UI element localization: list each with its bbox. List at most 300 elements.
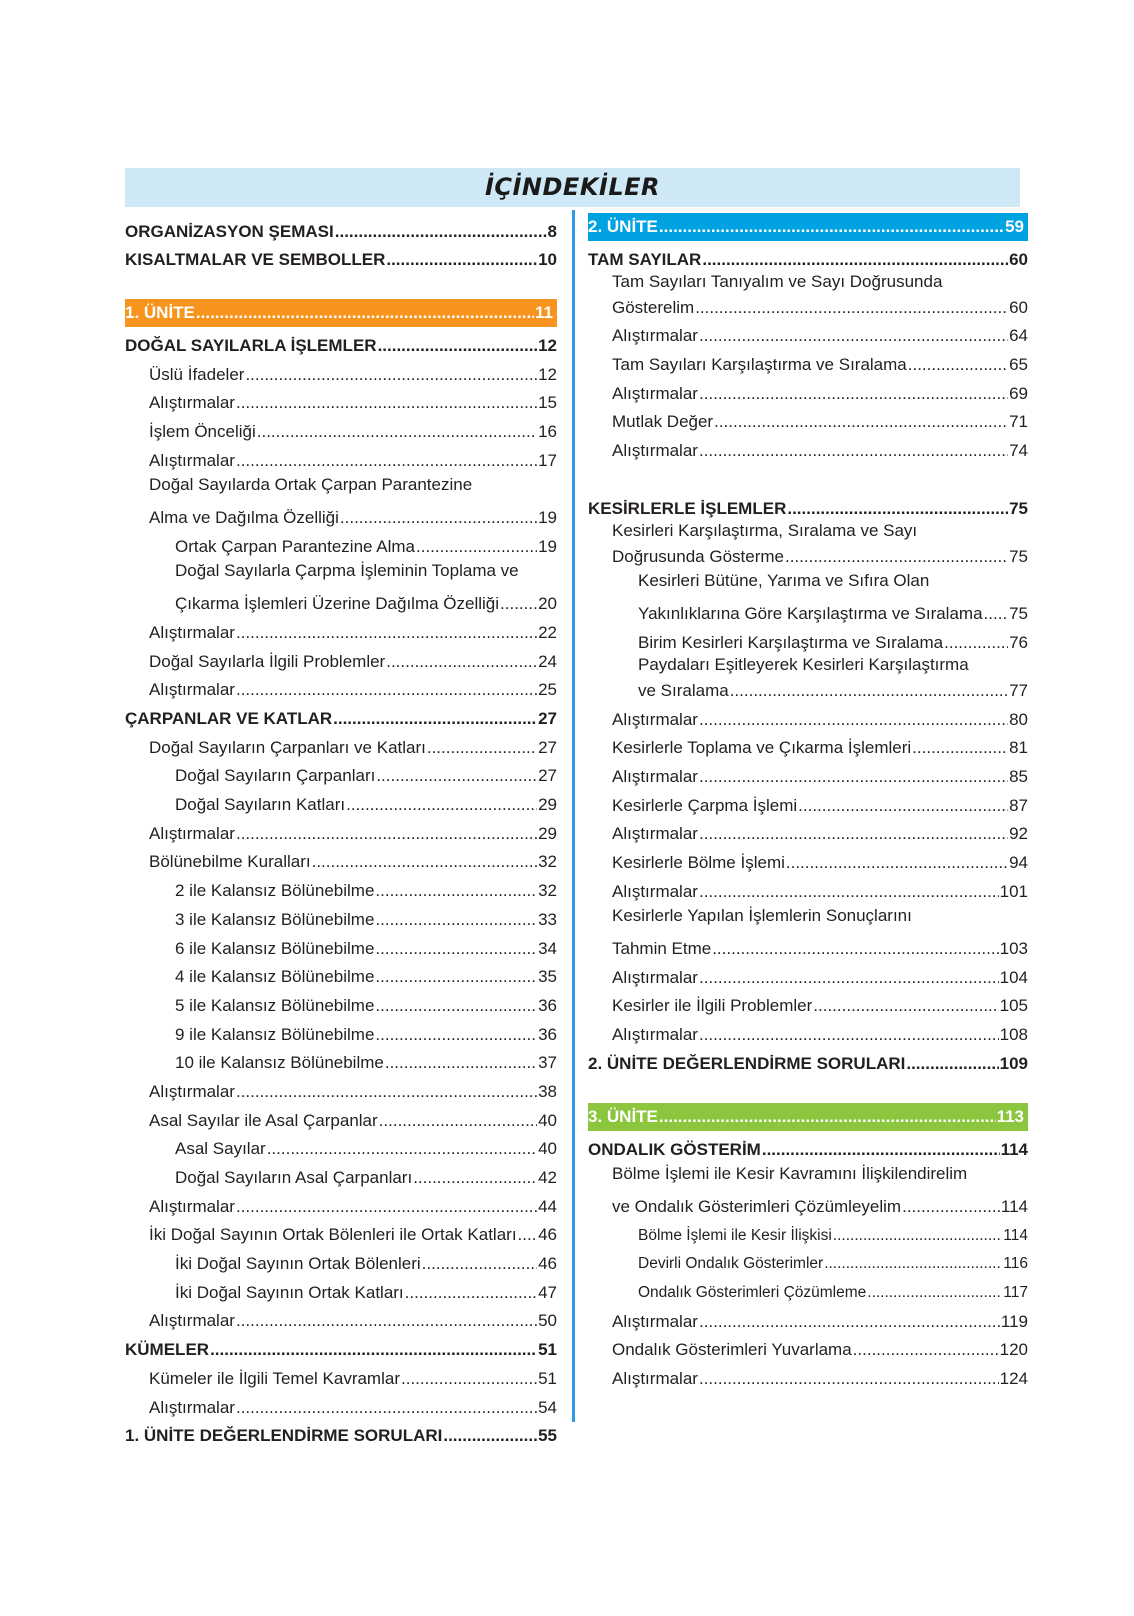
entry-title: 4 ile Kalansız Bölünebilme [175,967,375,987]
dot-leader [267,1139,537,1159]
dot-leader [335,222,547,242]
entry-title: Alıştırmalar [612,967,698,987]
page-number: 76 [1009,632,1028,652]
entry-title: Tahmin Etme [612,939,712,959]
toc-entry[interactable] [125,729,557,758]
toc-section-heading[interactable] [125,700,557,729]
toc-entry[interactable] [125,528,557,557]
dot-leader [906,1054,998,1074]
page-number: 114 [1000,1196,1028,1216]
entry-title: Alıştırmalar [612,1311,698,1331]
dot-leader [699,882,999,902]
entry-title: Yakınlıklarına Göre Karşılaştırma ve Sıralama [638,604,983,624]
entry-title: Doğal Sayıların Asal Çarpanları [175,1168,413,1187]
page-number: 55 [538,1426,557,1446]
dot-leader [375,910,537,930]
dot-leader [386,652,537,672]
dot-leader [853,1340,999,1360]
toc-entry[interactable] [588,873,1028,902]
page-number: 81 [1009,738,1028,758]
page-number: 47 [538,1282,557,1302]
entry-title: Alıştırmalar [612,766,698,786]
toc-entry[interactable] [588,701,1028,730]
toc-entry[interactable] [125,1389,557,1418]
entry-title: Asal Sayılar ile Asal Çarpanlar [149,1110,378,1130]
toc-entry[interactable] [588,1246,1028,1275]
page-number: 29 [538,795,557,815]
page-number: 50 [538,1311,557,1331]
entry-title: İki Doğal Sayının Ortak Bölenleri ile Ortak Katları [149,1225,517,1245]
dot-leader [236,623,537,643]
entry-title: ve Sıralama [638,680,729,700]
toc-section-heading[interactable] [125,327,557,356]
page-number: 15 [538,393,557,413]
entry-title: KESİRLERLE İŞLEMLER [588,498,787,518]
dot-leader [730,681,1008,701]
page-number: 103 [999,939,1028,959]
page-number: 101 [999,881,1028,901]
toc-entry[interactable] [125,1188,557,1217]
entry-title: Alıştırmalar [149,393,235,413]
dot-leader [236,1311,537,1331]
entry-title: Alma ve Dağılma Özelliği [149,508,339,528]
entry-title: Alıştırmalar [149,1397,235,1417]
toc-entry[interactable] [125,500,557,529]
toc-entry[interactable] [588,294,1028,318]
entry-title: 3 ile Kalansız Bölünebilme [175,909,375,929]
toc-entry[interactable] [125,413,557,442]
toc-entry[interactable] [125,385,557,414]
dot-leader [236,1398,537,1418]
entry-title: 2 ile Kalansız Bölünebilme [175,881,375,901]
page-number: 38 [538,1081,557,1101]
page-number: 71 [1009,412,1028,432]
page-number: 19 [538,536,557,556]
dot-leader [375,881,537,901]
entry-title: Doğal Sayıların Çarpanları ve Katları [149,737,426,757]
toc-entry[interactable] [125,1131,557,1160]
page-number: 120 [999,1340,1028,1360]
page-number: 108 [999,1025,1028,1045]
entry-title: Alıştırmalar [149,1196,235,1216]
entry-title: 9 ile Kalansız Bölünebilme [175,1024,375,1044]
entry-title: Birim Kesirleri Karşılaştırma ve Sıralama [638,632,944,652]
dot-leader [236,680,537,700]
unit-header-orange[interactable] [125,299,557,327]
dot-leader [659,217,1004,237]
entry-title: Mutlak Değer [612,412,714,432]
toc-entry[interactable] [125,1245,557,1274]
dot-leader [427,738,537,758]
toc-entry[interactable] [125,1159,557,1188]
toc-entry-line: Paydaları Eşitleyerek Kesirleri Karşılaştırma [638,654,969,674]
dot-leader [443,1426,537,1446]
toc-entry[interactable] [588,1217,1028,1246]
page-number: 80 [1009,709,1028,729]
entry-title: Alıştırmalar [612,326,698,346]
dot-leader [386,250,537,270]
page-number: 8 [547,221,557,241]
dot-leader [245,365,537,385]
page-number: 20 [538,594,557,614]
dot-leader [375,939,537,959]
entry-title: Doğal Sayılarla İlgili Problemler [149,651,386,671]
entry-title: Kesirlerle Bölme İşlemi [612,853,785,872]
page-number: 27 [538,709,557,728]
unit-title: 3. ÜNİTE [588,1106,658,1126]
toc-entry[interactable] [125,872,557,901]
dot-leader [699,1025,999,1045]
page-number: 25 [538,680,557,700]
toc-entry[interactable] [588,730,1028,759]
page-number: 75 [1009,546,1028,566]
entry-title: ve Ondalık Gösterimleri Çözümleyelim [612,1196,902,1216]
toc-entry[interactable] [125,1102,557,1131]
dot-leader [908,355,1008,375]
entry-title: Doğrusunda Gösterme [612,546,784,566]
dot-leader [401,1369,537,1389]
entry-title: Üslü İfadeler [149,364,245,384]
dot-leader [236,393,537,413]
toc-section-heading[interactable] [588,241,1028,270]
dot-leader [787,499,1008,519]
entry-title: KÜMELER [125,1340,210,1360]
page-number: 12 [538,364,557,384]
dot-leader [210,1340,537,1360]
unit-title: 1. ÜNİTE [125,303,195,323]
toc-entry[interactable] [588,1274,1028,1303]
dot-leader [375,996,537,1016]
page-number: 65 [1009,355,1028,375]
unit-header-blue[interactable] [588,213,1028,241]
dot-leader [346,795,537,815]
dot-leader [340,508,537,528]
toc-entry-line: Kesirleri Bütüne, Yarıma ve Sıfıra Olan [638,570,930,590]
toc-section-heading[interactable] [588,1045,1028,1074]
page-number: 16 [538,422,557,442]
toc-entry[interactable] [588,959,1028,988]
toc-entry[interactable] [125,614,557,643]
page-number: 37 [538,1053,557,1073]
toc-entry[interactable] [588,816,1028,845]
dot-leader [236,451,537,471]
page-number: 87 [1009,795,1028,815]
dot-leader [714,412,1008,432]
dot-leader [944,633,1008,653]
page-number: 59 [1005,217,1024,236]
dot-leader [500,594,537,614]
toc-entry[interactable] [125,901,557,930]
toc-entry[interactable] [588,677,1028,701]
entry-title: ORGANİZASYON ŞEMASI [125,221,334,241]
entry-title: DOĞAL SAYILARLA İŞLEMLER [125,336,377,356]
page-number: 105 [999,996,1028,1016]
page-number: 24 [538,651,557,671]
toc-entry[interactable] [588,596,1028,625]
page-number: 27 [538,766,557,786]
dot-leader [422,1254,537,1274]
dot-leader [699,1369,999,1389]
entry-title: Kümeler ile İlgili Temel Kavramlar [149,1368,400,1388]
entry-title: İki Doğal Sayının Ortak Katları [175,1282,404,1302]
dot-leader [699,326,1008,346]
dot-leader [712,939,998,959]
toc-entry[interactable] [125,1303,557,1332]
dot-leader [699,441,1008,461]
column-divider [572,210,575,1422]
dot-leader [379,1111,537,1131]
entry-title: Kesirlerle Çarpma İşlemi [612,795,798,815]
entry-title: Kesirler ile İlgili Problemler [612,996,813,1016]
entry-title: KISALTMALAR VE SEMBOLLER [125,250,386,270]
dot-leader [786,853,1008,873]
dot-leader [376,766,537,786]
toc-section-heading[interactable] [125,242,557,271]
toc-entry[interactable] [588,988,1028,1017]
page-number: 36 [538,1024,557,1044]
entry-title: Alıştırmalar [149,1081,235,1101]
dot-leader [699,384,1008,404]
page-number: 114 [1000,1139,1028,1159]
entry-title: Alıştırmalar [612,824,698,844]
entry-title: Alıştırmalar [612,709,698,729]
entry-title: 5 ile Kalansız Bölünebilme [175,995,375,1015]
dot-leader [375,967,537,987]
dot-leader [833,1226,1002,1246]
dot-leader [385,1053,537,1073]
page-number: 44 [538,1196,557,1216]
entry-title: Alıştırmalar [149,1311,235,1331]
page-number: 46 [538,1225,557,1245]
toc-entry[interactable] [588,375,1028,404]
page-number: 33 [538,909,557,929]
toc-entry[interactable] [588,787,1028,816]
entry-title: Alıştırmalar [149,680,235,700]
toc-entry-line: Doğal Sayılarla Çarpma İşleminin Toplama ve [175,560,519,580]
entry-title: Ondalık Gösterimleri Çözümleme [638,1283,867,1301]
page-number: 109 [999,1053,1028,1073]
toc-entry[interactable] [588,432,1028,461]
section-gap [588,461,1028,490]
dot-leader [518,1225,538,1245]
dot-leader [236,824,537,844]
dot-leader [236,1082,537,1102]
page-number: 60 [1009,249,1028,269]
toc-entry[interactable] [125,1073,557,1102]
entry-title: Tam Sayıları Karşılaştırma ve Sıralama [612,355,907,375]
entry-title: 2. ÜNİTE DEĞERLENDİRME SORULARI [588,1053,906,1073]
entry-title: Alıştırmalar [612,441,698,461]
dot-leader [785,547,1008,567]
dot-leader [695,298,1008,318]
toc-entry[interactable] [588,758,1028,787]
toc-section-heading[interactable] [125,1331,557,1360]
toc-section-heading[interactable] [588,1131,1028,1160]
page-number: 36 [538,995,557,1015]
page-number: 113 [996,1106,1024,1126]
toc-entry[interactable] [125,1274,557,1303]
page-number: 75 [1009,604,1028,624]
dot-leader [699,710,1008,730]
toc-entry-line: Bölme İşlemi ile Kesir Kavramını İlişkilendirelim [612,1163,968,1183]
entry-title: ÇARPANLAR VE KATLAR [125,709,333,728]
toc-section-heading[interactable] [125,1418,557,1447]
page-number: 34 [538,938,557,958]
dot-leader [416,537,537,557]
entry-title: ONDALIK GÖSTERİM [588,1139,761,1159]
toc-entry-line: Tam Sayıları Tanıyalım ve Sayı Doğrusunda [612,271,943,291]
toc-left-column [125,213,557,1446]
dot-leader [702,250,1008,270]
page-number: 119 [1000,1311,1028,1331]
toc-entry[interactable] [125,1016,557,1045]
page-title: İÇİNDEKİLER [484,173,661,201]
dot-leader [312,852,537,872]
section-gap [588,1074,1028,1103]
toc-entry[interactable] [588,404,1028,433]
dot-leader [405,1283,537,1303]
page-number: 19 [538,508,557,528]
entry-title: 10 ile Kalansız Bölünebilme [175,1053,384,1073]
entry-title: Doğal Sayıların Katları [175,795,346,815]
page-number: 22 [538,622,557,642]
dot-leader [798,796,1008,816]
page-number: 10 [538,250,557,270]
entry-title: Bölünebilme Kuralları [149,852,311,872]
toc-entry[interactable] [125,815,557,844]
entry-title: Alıştırmalar [149,622,235,642]
toc-entry[interactable] [588,1360,1028,1389]
page-number: 54 [538,1397,557,1417]
toc-entry[interactable] [125,1360,557,1389]
dot-leader [236,1197,537,1217]
page-number: 75 [1009,498,1028,518]
toc-entry[interactable] [125,672,557,701]
entry-title: Ondalık Gösterimleri Yuvarlama [612,1340,852,1360]
entry-title: Ortak Çarpan Parantezine Alma [175,536,416,556]
dot-leader [659,1107,996,1127]
page-number: 117 [1003,1283,1028,1301]
page-number: 51 [538,1340,557,1360]
page-number: 32 [538,881,557,901]
entry-title: Alıştırmalar [612,881,698,901]
toc-entry[interactable] [125,930,557,959]
page-number: 92 [1009,824,1028,844]
toc-entry[interactable] [588,318,1028,347]
toc-entry[interactable] [125,987,557,1016]
entry-title: Doğal Sayıların Çarpanları [175,766,376,786]
unit-title: 2. ÜNİTE [588,217,658,236]
entry-title: Çıkarma İşlemleri Üzerine Dağılma Özelliği [175,594,500,614]
page-number: 116 [1003,1255,1028,1273]
dot-leader [699,1312,1000,1332]
toc-entry[interactable] [125,1217,557,1246]
toc-section-heading[interactable] [125,213,557,242]
page-number: 17 [538,450,557,470]
toc-title-bar [125,168,1020,207]
toc-entry-line: Doğal Sayılarda Ortak Çarpan Parantezine [149,474,473,494]
dot-leader [257,422,537,442]
page-number: 124 [999,1369,1028,1388]
toc-entry[interactable] [125,758,557,787]
toc-entry[interactable] [125,643,557,672]
page-number: 29 [538,823,557,843]
dot-leader [867,1283,1002,1303]
dot-leader [378,336,538,356]
toc-entry[interactable] [588,844,1028,873]
toc-entry[interactable] [588,543,1028,567]
dot-leader [413,1168,537,1188]
toc-entry[interactable] [125,786,557,815]
unit-header-green[interactable] [588,1103,1028,1131]
toc-entry-line: Kesirlerle Yapılan İşlemlerin Sonuçlarını [612,905,912,925]
entry-title: İki Doğal Sayının Ortak Bölenleri [175,1254,421,1274]
page-number: 32 [538,852,557,872]
dot-leader [762,1140,1000,1160]
toc-entry[interactable] [588,930,1028,959]
page-number: 60 [1009,297,1028,317]
entry-title: Asal Sayılar [175,1139,266,1159]
toc-entry[interactable] [588,1303,1028,1332]
page-number: 42 [538,1168,557,1187]
toc-entry[interactable] [125,959,557,988]
toc-entry[interactable] [588,1332,1028,1361]
page-number: 40 [538,1139,557,1159]
toc-section-heading[interactable] [588,490,1028,519]
entry-title: Alıştırmalar [149,823,235,843]
page-number: 64 [1009,326,1028,346]
dot-leader [699,767,1008,787]
page-number: 104 [999,967,1028,987]
page-number: 114 [1003,1226,1028,1244]
page-number: 94 [1009,853,1028,872]
toc-entry[interactable] [588,1188,1028,1217]
entry-title: Bölme İşlemi ile Kesir İlişkisi [638,1226,832,1244]
toc-entry[interactable] [125,356,557,385]
entry-title: Alıştırmalar [612,1369,698,1388]
page-number: 40 [538,1110,557,1130]
entry-title: Alıştırmalar [149,450,235,470]
entry-title: 1. ÜNİTE DEĞERLENDİRME SORULARI [125,1426,443,1446]
toc-entry[interactable] [125,844,557,873]
toc-entry[interactable] [125,442,557,471]
page-number: 85 [1009,766,1028,786]
dot-leader [984,604,1009,624]
page-number: 27 [538,737,557,757]
entry-title: Gösterelim [612,297,695,317]
dot-leader [196,303,534,323]
toc-entry[interactable] [125,1045,557,1074]
page-number: 46 [538,1254,557,1274]
toc-entry[interactable] [588,1016,1028,1045]
page-number: 77 [1009,680,1028,700]
entry-title: Alıştırmalar [612,1025,698,1045]
toc-entry[interactable] [125,586,557,615]
dot-leader [375,1025,537,1045]
section-gap [125,270,557,299]
dot-leader [824,1254,1002,1274]
entry-title: Kesirlerle Toplama ve Çıkarma İşlemleri [612,738,912,758]
entry-title: TAM SAYILAR [588,249,702,269]
page-number: 35 [538,967,557,987]
page-number: 11 [535,303,553,323]
toc-entry[interactable] [588,624,1028,653]
dot-leader [912,738,1008,758]
toc-entry-line: Kesirleri Karşılaştırma, Sıralama ve Sayı [612,520,918,540]
toc-right-column [588,213,1028,1389]
toc-entry[interactable] [588,346,1028,375]
page-number: 12 [538,336,557,356]
